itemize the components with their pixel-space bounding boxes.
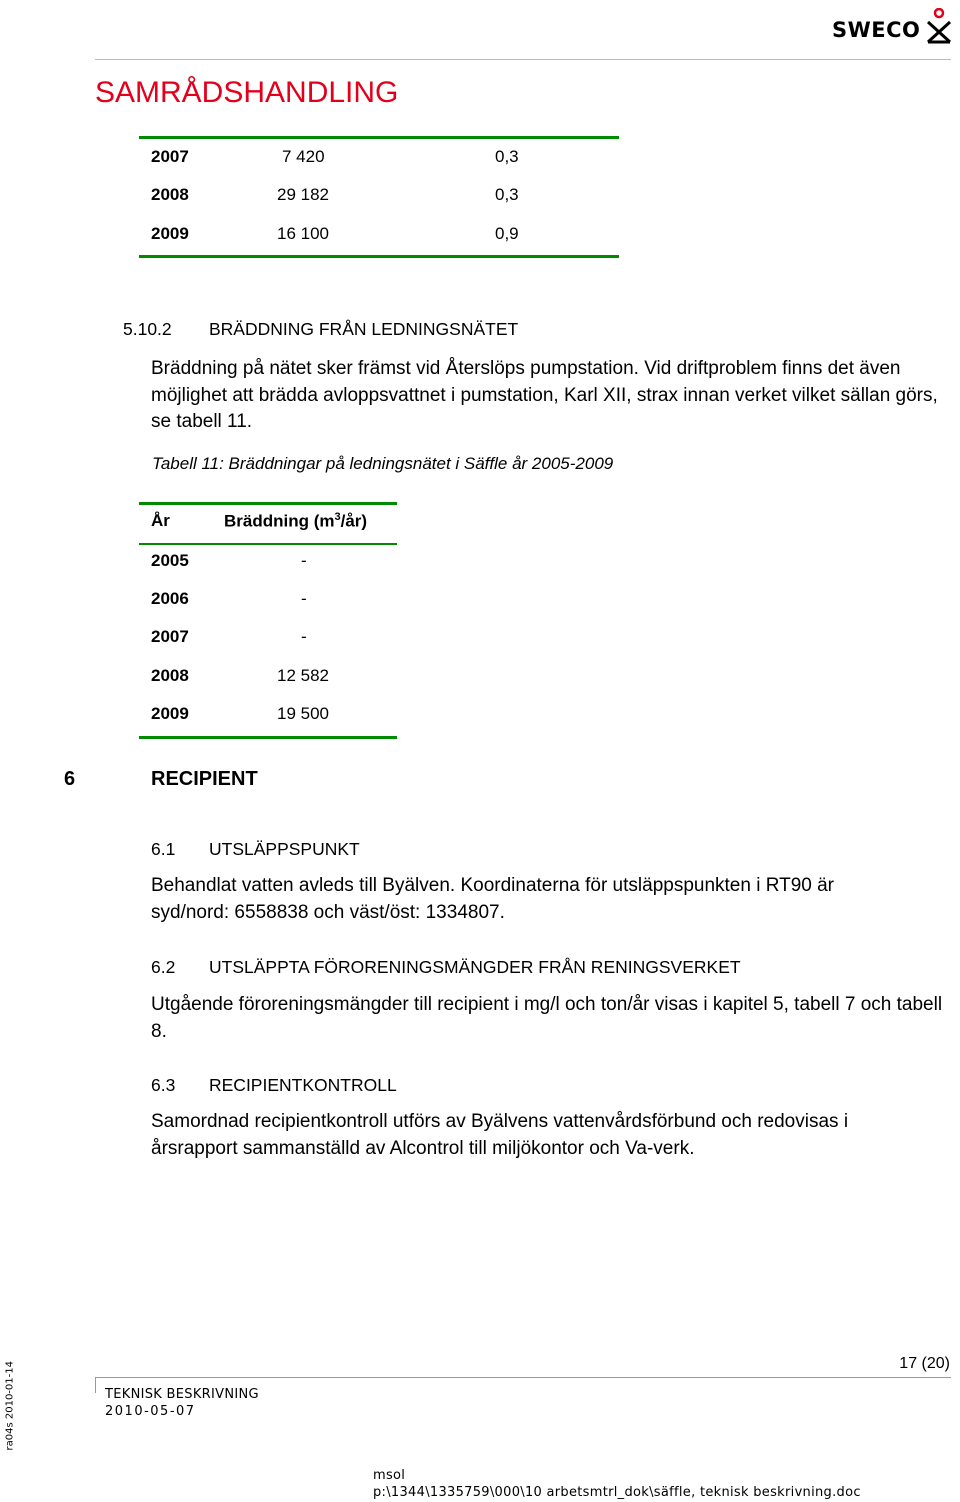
column-header-value-suffix: /år) [340, 511, 368, 531]
page-number: 17 (20) [899, 1355, 950, 1372]
section-paragraph: Behandlat vatten avleds till Byälven. Koordinaterna för utsläppspunkten i RT90 är syd/nord: 6558838 och väst/öst: 1334807. [151, 875, 835, 923]
section-heading: UTSLÄPPSPUNKT [209, 839, 360, 859]
table-11-header-divider [139, 543, 397, 545]
section-heading: UTSLÄPPTA FÖRORENINGSMÄNGDER FRÅN RENINGSVERKET [209, 957, 741, 977]
section-paragraph: Utgående föroreningsmängder till recipient i mg/l och ton/år visas i kapitel 5, tabell 7 och tabell 8. [151, 994, 943, 1042]
section-heading: RECIPIENTKONTROLL [209, 1075, 397, 1095]
column-header-value-prefix: Bräddning (m [224, 511, 335, 531]
document-title: SAMRÅDSHANDLING [95, 76, 399, 109]
footer-divider-tick [95, 1377, 96, 1393]
section-number: 6.1 [151, 839, 176, 859]
table-caption: Tabell 11: Bräddningar på ledningsnätet i Säffle år 2005-2009 [152, 454, 614, 473]
table-top-border [139, 136, 619, 139]
footer-author: msol [373, 1468, 406, 1483]
table-row-year: 2008 [151, 185, 189, 204]
chapter-title: RECIPIENT [151, 768, 258, 790]
table-row-ratio: 0,3 [495, 147, 519, 166]
footer-divider [95, 1377, 951, 1378]
table-row-year: 2007 [151, 147, 189, 166]
section-number: 5.10.2 [123, 319, 172, 339]
table-row-value: - [301, 551, 307, 570]
logo-text: SWECO [832, 18, 921, 42]
footer-date: 2010-05-07 [105, 1404, 196, 1419]
section-paragraph: Bräddning på nätet sker främst vid Återslöps pumpstation. Vid driftproblem finns det även möjlighet att brädda avloppsvattnet i pumstation, Karl XII, strax innan verket vilket sällan görs, se tabell 11. [151, 358, 938, 432]
table-row-value: - [301, 589, 307, 608]
section-number: 6.3 [151, 1075, 176, 1095]
table-row-year: 2009 [151, 704, 189, 723]
table-row-year: 2006 [151, 589, 189, 608]
chapter-number: 6 [64, 768, 76, 790]
side-template-code: ra04s 2010-01-14 [4, 1361, 16, 1451]
table-row-year: 2005 [151, 551, 189, 570]
table-row-year: 2007 [151, 627, 189, 646]
table-row-value: - [301, 627, 307, 646]
section-paragraph: Samordnad recipientkontroll utförs av Byälvens vattenvårdsförbund och redovisas i årsrapport sammanställd av Alcontrol till miljökontor och Va-verk. [151, 1111, 849, 1159]
table-row-value: 7 420 [282, 147, 325, 166]
section-heading: BRÄDDNING FRÅN LEDNINGSNÄTET [209, 319, 519, 339]
table-11-border [139, 502, 397, 505]
column-header-value [224, 511, 367, 532]
table-row-ratio: 0,3 [495, 185, 519, 204]
table-row-value: 16 100 [277, 224, 329, 243]
section-number: 6.2 [151, 957, 176, 977]
header-divider [95, 59, 951, 60]
table-11-border [139, 736, 397, 739]
table-row-year: 2009 [151, 224, 189, 243]
column-header-value-sup: 3 [334, 511, 341, 523]
column-header-year: År [151, 511, 170, 530]
table-row-value: 12 582 [277, 666, 329, 685]
table-row-value: 29 182 [277, 185, 329, 204]
table-row-ratio: 0,9 [495, 224, 519, 243]
footer-doc-type: TEKNISK BESKRIVNING [105, 1387, 259, 1402]
table-row-year: 2008 [151, 666, 189, 685]
table-top-border [139, 255, 619, 258]
table-row-value: 19 500 [277, 704, 329, 723]
footer-file-path: p:\1344\1335759\000\10 arbetsmtrl_dok\säffle, teknisk beskrivning.doc [373, 1485, 861, 1500]
sweco-mark-icon [924, 8, 954, 44]
